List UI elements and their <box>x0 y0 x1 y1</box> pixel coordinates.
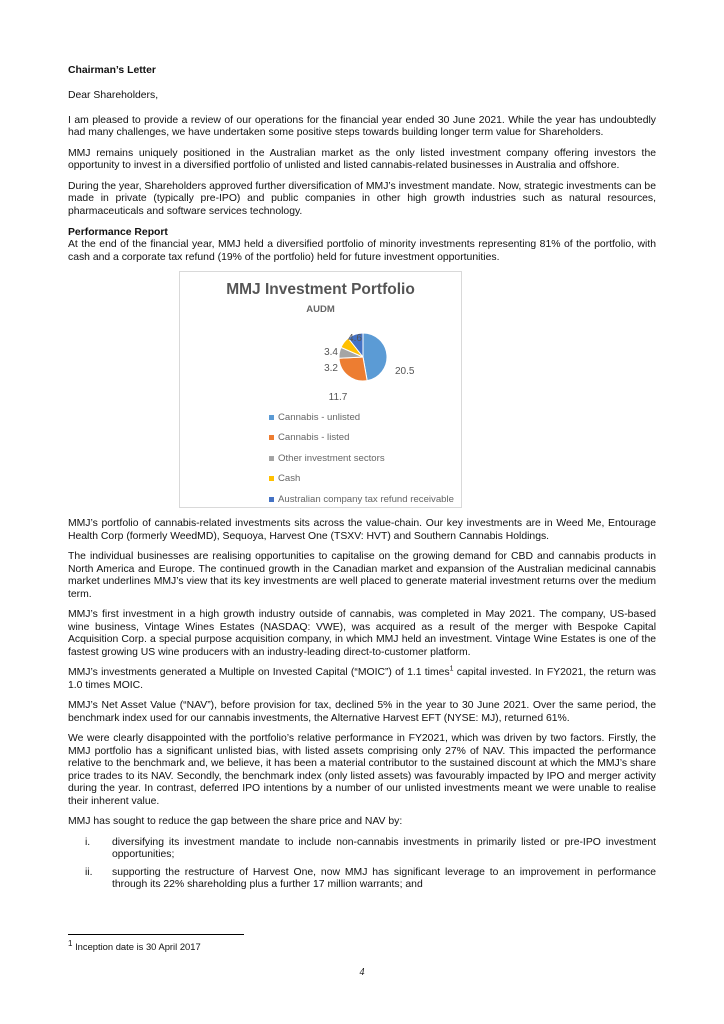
letter-paragraph: I am pleased to provide a review of our operations for the financial year ended 30 June 2021. While the year has undoubtedly had many challenges, we have undertaken some positive steps towards building longer term value for Shareholders. <box>68 114 656 138</box>
list-text: diversifying its investment mandate to include non-cannabis investments in primarily listed or pre-IPO investment opportunities; <box>112 836 656 860</box>
pie-slice <box>363 333 387 381</box>
footnote-text: Inception date is 30 April 2017 <box>75 941 201 952</box>
performance-paragraph: MMJ’s portfolio of cannabis-related investments sits across the value-chain. Our key investments are in Weed Me, Entourage Health Corp (formerly WeedMD), Sequoya, Harvest One (TSXV: HVT) and Southern Cannabis Holdings. <box>68 518 656 542</box>
performance-paragraph: MMJ’s Net Asset Value (“NAV”), before provision for tax, declined 5% in the year to 30 June 2021. Over the same period, the benchmark index used for our cannabis investments, the Alternative Harvest EFT (NYSE: MJ), returned 61%. <box>68 700 656 724</box>
chart-legend <box>269 407 454 510</box>
legend-entry <box>269 407 454 428</box>
performance-paragraph: MMJ has sought to reduce the gap between the share price and NAV by: <box>68 816 403 827</box>
list-item <box>68 837 656 862</box>
legend-swatch <box>269 415 274 420</box>
letter-paragraph: MMJ remains uniquely positioned in the Australian market as the only listed investment company offering investors the opportunity to invest in a diversified portfolio of unlisted and listed cannabis-related businesses in Australia and offshore. <box>68 147 656 171</box>
performance-paragraph: We were clearly disappointed with the portfolio’s relative performance in FY2021, which was driven by two factors. Firstly, the MMJ portfolio has a significant unlisted bias, with listed assets comprising only 27% of NAV. This impacted the performance relative to the benchmark and, we believe, it has been a material contributor to the sustained discount at which the MMJ’s share price trades to its NAV. Secondly, the benchmark index (only listed assets) was favourably impacted by IPO and merger activity during the year. In contrast, deferred IPO intentions by a number of our unlisted investments meant we were unable to realise their inherent value. <box>68 733 656 807</box>
pie-data-label: 3.2 <box>324 363 338 374</box>
pie-data-label: 20.5 <box>395 366 415 377</box>
chart-subtitle: AUDM <box>306 304 335 315</box>
pie-data-label: 3.4 <box>324 347 338 358</box>
performance-paragraph: The individual businesses are realising opportunities to capitalise on the growing demand for CBD and cannabis products in North America and Europe. The continued growth in the Canadian market and expansion of the Australian medicinal cannabis market underlines MMJ’s view that its key investments are well placed to generate material investment returns over the medium term. <box>68 551 656 600</box>
list-item <box>68 867 656 892</box>
list-text: supporting the restructure of Harvest One, now MMJ has significant leverage to an improvement in performance through its 22% shareholding plus a further 17 million warrants; and <box>112 866 656 890</box>
legend-entry <box>269 489 454 510</box>
performance-paragraph: MMJ’s first investment in a high growth industry outside of cannabis, was completed in May 2021. The company, US-based wine business, Vintage Wines Estates (NASDAQ: VWE), was acquired as a result of the merger with Bespoke Capital Acquisition Corp. a special purpose acquisition company, in which MMJ held an investment. Vintage Wine Estates is one of the fastest growing US wine producers with an industry-leading direct-to-customer platform. <box>68 609 656 658</box>
strategy-list <box>68 837 656 892</box>
legend-swatch <box>269 476 274 481</box>
list-number: ii. <box>85 866 93 878</box>
moic-text-after: capital invested. In FY2021, the return was 1.0 times MOIC. <box>68 667 657 691</box>
legend-label: Cash <box>278 473 301 485</box>
footnote <box>68 938 201 952</box>
legend-entry <box>269 448 454 469</box>
legend-entry <box>269 469 454 490</box>
pie-data-label: 4.6 <box>348 333 362 344</box>
letter-paragraph: During the year, Shareholders approved further diversification of MMJ’s investment mandate. Now, strategic investments can be made in private (typically pre-IPO) and public companies in other high growth industries such as natural resources, pharmaceuticals and software services technology. <box>68 180 656 217</box>
letter-title: Chairman’s Letter <box>68 65 156 76</box>
page-number: 4 <box>359 967 365 978</box>
legend-swatch <box>269 435 274 440</box>
portfolio-pie-chart <box>179 271 462 508</box>
footnote-divider <box>68 934 244 935</box>
legend-label: Cannabis - listed <box>278 432 350 444</box>
footnote-ref: 1 <box>449 665 454 673</box>
footnote-mark: 1 <box>68 938 73 948</box>
legend-swatch <box>269 456 274 461</box>
list-number: i. <box>85 836 91 848</box>
legend-label: Other investment sectors <box>278 452 385 464</box>
greeting: Dear Shareholders, <box>68 90 159 101</box>
performance-heading: Performance Report <box>68 227 168 238</box>
pie-data-label: 11.7 <box>328 392 348 403</box>
moic-paragraph <box>68 667 656 692</box>
legend-label: Australian company tax refund receivable <box>278 493 454 505</box>
legend-label: Cannabis - unlisted <box>278 411 361 423</box>
chart-title: MMJ Investment Portfolio <box>226 281 415 298</box>
pie-slice <box>339 357 367 381</box>
document-body <box>68 64 656 897</box>
legend-entry <box>269 428 454 449</box>
legend-swatch <box>269 497 274 502</box>
moic-text-before: MMJ’s investments generated a Multiple on Invested Capital (“MOIC”) of 1.1 times <box>68 667 450 678</box>
performance-intro: At the end of the financial year, MMJ held a diversified portfolio of minority investments representing 81% of the portfolio, with cash and a corporate tax refund (19% of the portfolio) held for future investment opportunities. <box>68 239 656 263</box>
